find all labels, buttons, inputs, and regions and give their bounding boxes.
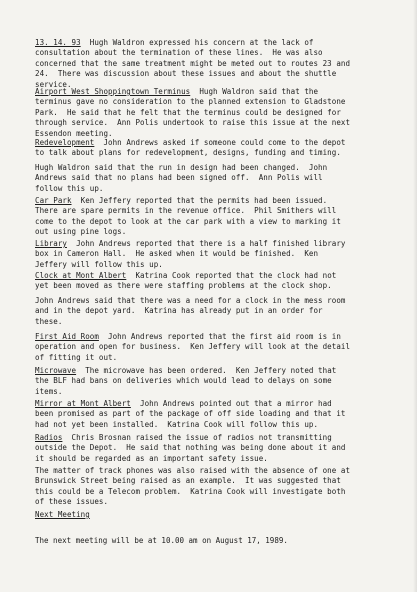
minutes-paragraph <box>35 87 395 139</box>
minutes-paragraph <box>35 138 395 159</box>
text-line: Airport West Shoppingtown Terminus Hugh Waldron said that the <box>35 87 319 96</box>
next-meeting-line: The next meeting will be at 10.00 am on August 17, 1989. <box>35 536 288 545</box>
section-heading: Microwave <box>35 366 77 375</box>
text-line: 13. 14. 93 Hugh Waldron expressed his concern at the lack of <box>35 38 314 47</box>
text-line: Mirror at Mont Albert John Andrews pointed out that a mirror had <box>35 399 332 408</box>
minutes-paragraph <box>35 433 395 464</box>
minutes-paragraph <box>35 271 395 292</box>
text-line: and in the depot yard. Katrina has already put in an order for <box>35 306 323 316</box>
text-line: outside the Depot. He said that nothing was being done about it and <box>35 443 346 453</box>
text-line: out using pine logs. <box>35 227 127 237</box>
section-heading: First Aid Room <box>35 332 99 341</box>
section-heading: Airport West Shoppingtown Terminus <box>35 87 191 96</box>
text-line: Brunswick Street being raised as an example. It was suggested that <box>35 476 341 486</box>
minutes-paragraph <box>35 399 395 430</box>
text-line: follow this up. <box>35 183 104 193</box>
text-line: the BLF had bans on deliveries which would lead to delays on some <box>35 376 332 386</box>
minutes-paragraph <box>35 296 395 327</box>
text-line: operation and open for business. Ken Jeffery will look at the detail <box>35 342 351 352</box>
text-line: yet been moved as there were staffing problems at the clock shop. <box>35 281 332 291</box>
text-line: Hugh Waldron said that the run in design had been changed. John <box>35 163 328 172</box>
minutes-paragraph <box>35 366 395 397</box>
section-heading: Mirror at Mont Albert <box>35 399 131 408</box>
text-line: to talk about plans for redevelopment, designs, funding and timing. <box>35 148 341 158</box>
page-edge-shadow <box>413 0 417 592</box>
text-line: terminus gave no consideration to the planned extension to Gladstone <box>35 97 346 107</box>
text-line: There are spare permits in the revenue office. Phil Smithers will <box>35 206 337 216</box>
minutes-paragraph <box>35 466 395 508</box>
minutes-paragraph <box>35 196 395 238</box>
section-heading: Library <box>35 239 67 248</box>
text-line: service. <box>35 79 72 89</box>
text-line: consultation about the termination of these lines. He was also <box>35 48 323 58</box>
text-line: Clock at Mont Albert Katrina Cook reported that the clock had not <box>35 271 337 280</box>
text-line: Park. He said that he felt that the terminus could be designed for <box>35 107 341 117</box>
text-line: come to the depot to look at the car park with a view to marking it <box>35 216 341 226</box>
text-line <box>35 510 90 519</box>
text-line: it should be regarded as an important safety issue. <box>35 453 268 463</box>
minutes-paragraph <box>35 510 395 520</box>
text-line: items. <box>35 386 63 396</box>
section-heading: Clock at Mont Albert <box>35 271 127 280</box>
section-heading: Redevelopment <box>35 138 95 147</box>
text-line: Radios Chris Brosnan raised the issue of radios not transmitting <box>35 433 332 442</box>
text-line: Redevelopment John Andrews asked if someone could come to the depot <box>35 138 346 147</box>
text-line: John Andrews said that there was a need for a clock in the mess room <box>35 296 346 305</box>
text-line: Andrews said that no plans had been signed off. Ann Polis will <box>35 173 323 183</box>
text-line: box in Cameron Hall. He asked when it would be finished. Ken <box>35 249 319 259</box>
text-line: The matter of track phones was also raised with the absence of one at <box>35 466 351 475</box>
minutes-paragraph <box>35 38 395 90</box>
section-heading: Radios <box>35 433 63 442</box>
minutes-paragraph <box>35 163 395 194</box>
section-heading: Car Park <box>35 196 72 205</box>
section-heading: Next Meeting <box>35 510 90 519</box>
text-line: been promised as part of the package of off side loading and that it <box>35 409 346 419</box>
text-line: First Aid Room John Andrews reported that the first aid room is in <box>35 332 341 341</box>
text-line: 24. There was discussion about these issues and about the shuttle <box>35 69 337 79</box>
text-line: Library John Andrews reported that there is a half finished library <box>35 239 346 248</box>
text-line: of fitting it out. <box>35 352 118 362</box>
text-line: concerned that the same treatment might be meted out to routes 23 and <box>35 58 351 68</box>
text-line: had not yet been installed. Katrina Cook will follow this up. <box>35 419 319 429</box>
text-line: this could be a Telecom problem. Katrina Cook will investigate both <box>35 486 346 496</box>
text-line: Microwave The microwave has been ordered. Ken Jeffery noted that <box>35 366 337 375</box>
text-line: Essendon meeting. <box>35 128 113 138</box>
section-heading: 13. 14. 93 <box>35 38 81 47</box>
text-line: Car Park Ken Jeffery reported that the permits had been issued. <box>35 196 328 205</box>
minutes-paragraph <box>35 239 395 270</box>
text-line: through service. Ann Polis undertook to raise this issue at the next <box>35 118 351 128</box>
text-line: Jeffery will follow this up. <box>35 259 163 269</box>
text-line: of these issues. <box>35 497 109 507</box>
minutes-paragraph <box>35 332 395 363</box>
text-line: these. <box>35 316 63 326</box>
